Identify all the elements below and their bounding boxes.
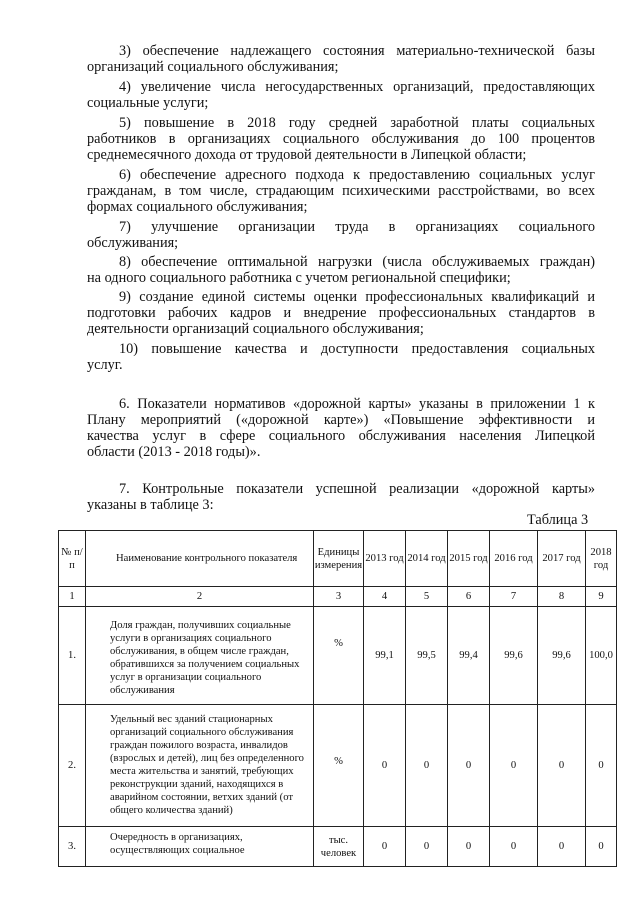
value-cell: 0	[490, 827, 538, 867]
column-number-row	[59, 587, 617, 607]
value-cell: 0	[586, 705, 617, 827]
column-number: 9	[586, 587, 617, 607]
text-line: 4) увеличение числа негосударственных организаций, предоставляющих	[119, 79, 595, 95]
header-name: Наименование контрольного показателя	[86, 531, 314, 587]
text-line: 7. Контрольные показатели успешной реализации «дорожной карты»	[119, 481, 595, 497]
value-cell: 0	[448, 705, 490, 827]
indicator-name: Очередность в организациях, осуществляющих социальное	[86, 827, 314, 867]
list-item-6	[87, 168, 595, 216]
row-number: 1.	[59, 607, 86, 705]
text-line: 10) повышение качества и доступности предоставления социальных	[119, 341, 595, 357]
header-year: 2014 год	[406, 531, 448, 587]
unit-cell: %	[314, 607, 364, 705]
unit-cell: тыс. человек	[314, 827, 364, 867]
value-cell: 0	[406, 705, 448, 827]
value-cell: 0	[538, 705, 586, 827]
text-line: 5) повышение в 2018 году средней заработной платы социальных	[119, 115, 595, 131]
value-cell: 100,0	[586, 607, 617, 705]
value-cell: 0	[586, 827, 617, 867]
unit-cell: %	[314, 705, 364, 827]
column-number: 1	[59, 587, 86, 607]
list-item-5	[87, 116, 595, 164]
text-line: гражданам, в том числе, страдающим психическими расстройствами, во всех	[87, 182, 595, 199]
column-number: 6	[448, 587, 490, 607]
indicator-name: Доля граждан, получивших социальные услуги в организациях социального обслуживания, в общем числе граждан, обратившихся за получением социальных услуг в организации социального обслуживания	[86, 607, 314, 705]
value-cell: 0	[364, 827, 406, 867]
text-line: социальные услуги;	[87, 94, 209, 111]
section-6-paragraph	[87, 397, 595, 461]
indicators-table	[58, 530, 617, 867]
value-cell: 0	[490, 705, 538, 827]
column-number: 2	[86, 587, 314, 607]
table-row	[59, 705, 617, 827]
list-item-8	[87, 255, 595, 287]
text-line: 6. Показатели нормативов «дорожной карты» указаны в приложении 1 к	[119, 396, 595, 412]
value-cell: 99,6	[538, 607, 586, 705]
table-caption: Таблица 3	[527, 512, 589, 528]
header-num: № п/п	[59, 531, 86, 587]
table-header-row	[59, 531, 617, 587]
list-item-3	[87, 44, 595, 76]
value-cell: 0	[448, 827, 490, 867]
text-line: формах социального обслуживания;	[87, 198, 308, 215]
list-item-7	[87, 220, 595, 252]
text-line: обслуживания;	[87, 234, 179, 251]
row-number: 2.	[59, 705, 86, 827]
text-line: организаций социального обслуживания;	[87, 58, 339, 75]
column-number: 5	[406, 587, 448, 607]
text-line: указаны в таблице 3:	[87, 496, 214, 513]
text-line: деятельности организаций социального обслуживания;	[87, 320, 424, 337]
header-year: 2018 год	[586, 531, 617, 587]
indicator-name: Удельный вес зданий стационарных организаций социального обслуживания граждан пожилого возраста, инвалидов (взрослых и детей), лиц без определенного места жительства и занятий, требующих реконструкции зданий, находящихся в аварийном состоянии, ветхих зданий (от общего количества зданий)	[86, 705, 314, 827]
value-cell: 0	[538, 827, 586, 867]
text-line: 6) обеспечение адресного подхода к предоставлению социальных услуг	[119, 167, 595, 183]
value-cell: 0	[364, 705, 406, 827]
column-number: 3	[314, 587, 364, 607]
text-line: 7) улучшение организации труда в организациях социального	[119, 219, 595, 235]
text-line: качества услуг в сфере социального обслуживания населения Липецкой	[87, 427, 595, 444]
text-line: подготовки рабочих кадров и внедрение профессиональных стандартов в	[87, 304, 595, 321]
text-line: услуг.	[87, 356, 123, 373]
text-line: работников в организациях социального обслуживания до 100 процентов	[87, 130, 595, 147]
text-line: 3) обеспечение надлежащего состояния материально-технической базы	[119, 43, 595, 59]
value-cell: 99,1	[364, 607, 406, 705]
text-line: 9) создание единой системы оценки профессиональных квалификаций и	[119, 289, 595, 305]
header-year: 2016 год	[490, 531, 538, 587]
row-number: 3.	[59, 827, 86, 867]
list-item-10	[87, 342, 595, 374]
header-year: 2017 год	[538, 531, 586, 587]
header-year: 2013 год	[364, 531, 406, 587]
value-cell: 0	[406, 827, 448, 867]
value-cell: 99,6	[490, 607, 538, 705]
text-line: 8) обеспечение оптимальной нагрузки (числа обслуживаемых граждан)	[119, 254, 595, 270]
text-line: на одного социального работника с учетом региональной специфики;	[87, 269, 511, 286]
value-cell: 99,4	[448, 607, 490, 705]
table-row	[59, 827, 617, 867]
header-year: 2015 год	[448, 531, 490, 587]
column-number: 7	[490, 587, 538, 607]
column-number: 4	[364, 587, 406, 607]
list-item-4	[87, 80, 595, 112]
text-line: Плану мероприятий («дорожной карте») «Повышение эффективности и	[87, 411, 595, 428]
table-row	[59, 607, 617, 705]
section-7-paragraph	[87, 482, 595, 514]
list-item-9	[87, 290, 595, 338]
text-line: области (2013 - 2018 годы)».	[87, 443, 261, 460]
value-cell: 99,5	[406, 607, 448, 705]
header-unit: Единицы измерения	[314, 531, 364, 587]
column-number: 8	[538, 587, 586, 607]
text-line: среднемесячного дохода от трудовой деятельности в Липецкой области;	[87, 146, 527, 163]
